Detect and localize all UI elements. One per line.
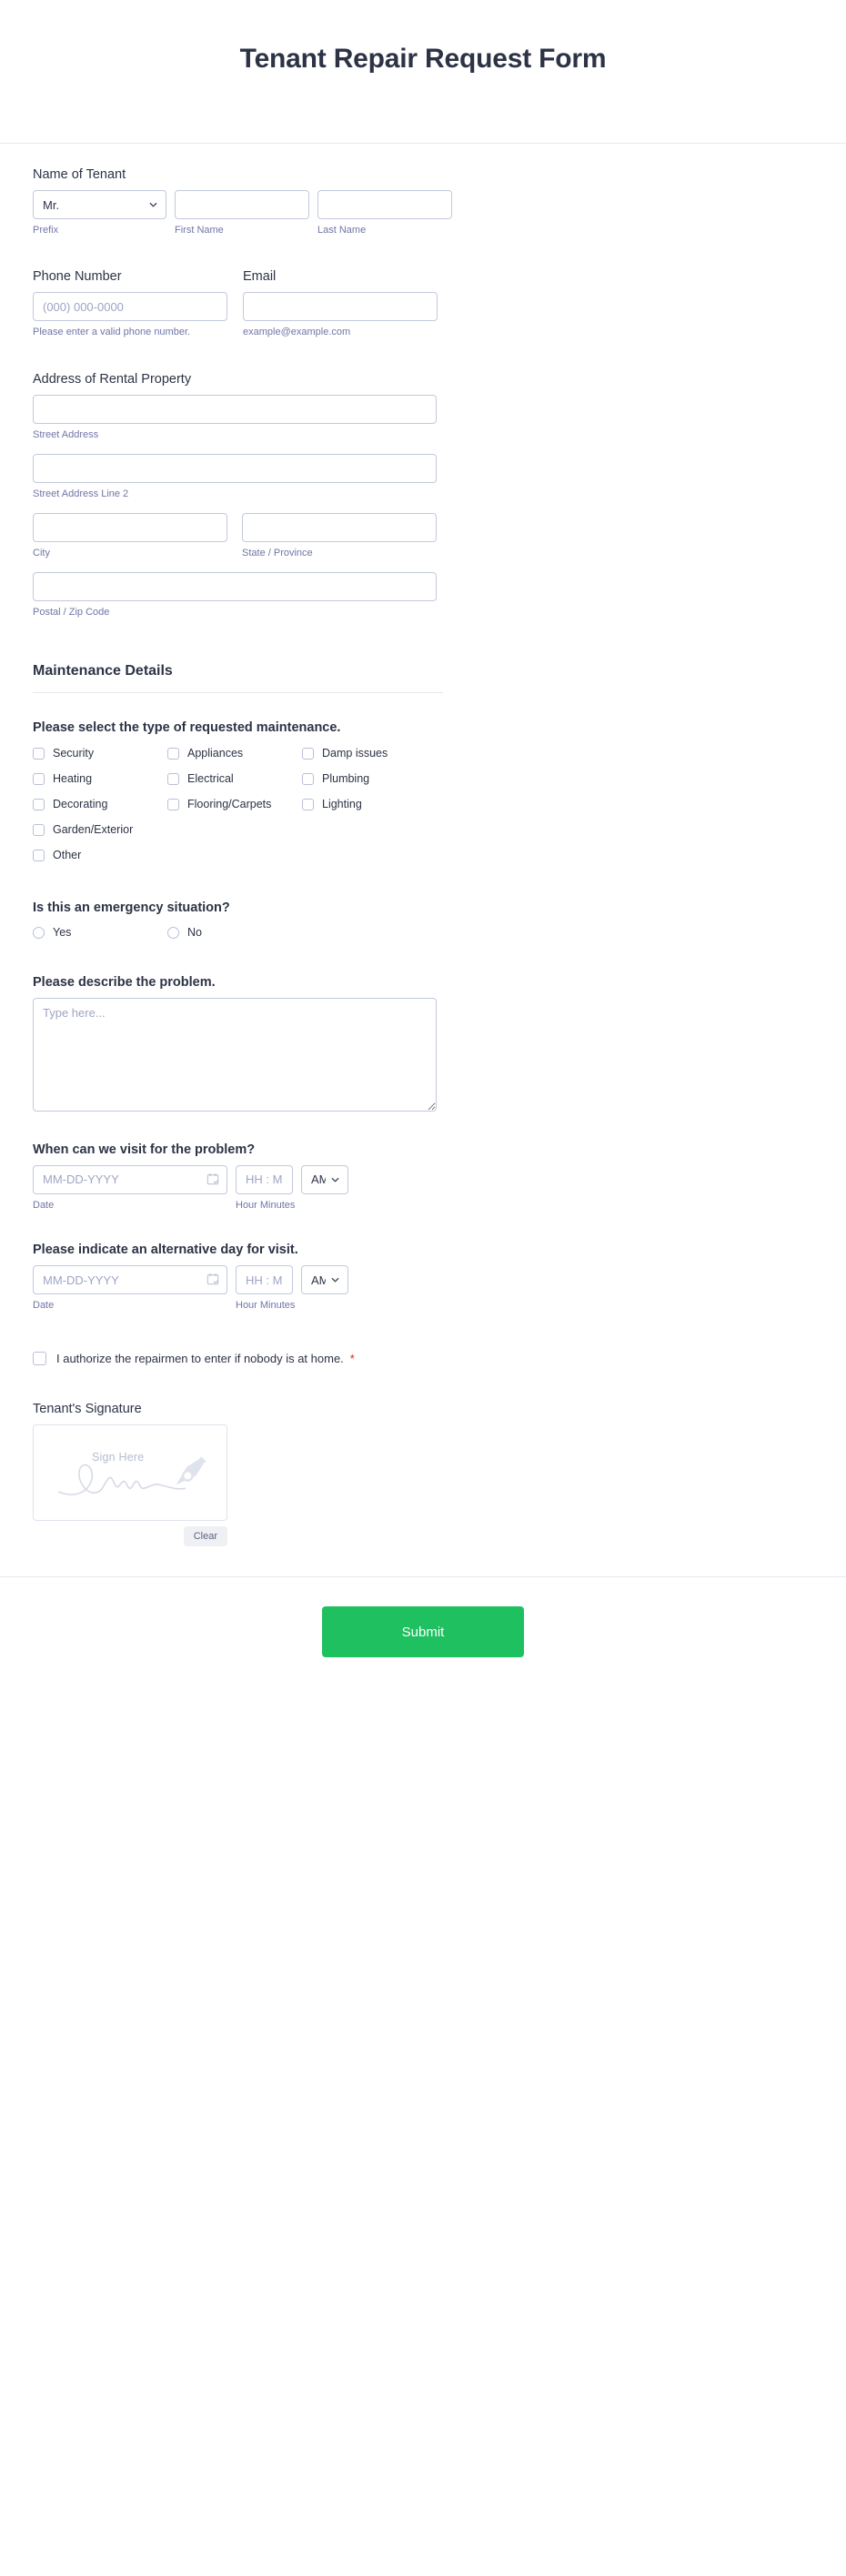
checkbox-option-electrical[interactable] xyxy=(167,770,302,789)
radio-label: No xyxy=(187,926,202,940)
checkbox-label: Garden/Exterior xyxy=(53,823,134,837)
name-of-tenant-label: Name of Tenant xyxy=(33,167,126,182)
prefix-select-wrap xyxy=(33,190,166,219)
last-name-column xyxy=(317,190,452,236)
alt-visit-datetime-sub-labels xyxy=(33,1294,813,1312)
street-address-sub-label: Street Address xyxy=(33,428,99,440)
visit-datetime-label: When can we visit for the problem? xyxy=(33,1142,256,1157)
checkbox-label: Lighting xyxy=(322,798,362,811)
state-column xyxy=(242,513,437,559)
checkbox-label: Damp issues xyxy=(322,747,388,760)
form-body xyxy=(0,144,846,1546)
alt-visit-time-sub-label: Hour Minutes xyxy=(236,1300,296,1312)
describe-problem-field xyxy=(33,942,813,1112)
checkbox-box[interactable] xyxy=(33,773,45,785)
checkbox-box[interactable] xyxy=(167,773,179,785)
maintenance-types-field xyxy=(33,693,813,871)
submit-wrap xyxy=(0,1577,846,1657)
street-address-2-column xyxy=(33,454,437,500)
email-sub-label: example@example.com xyxy=(243,327,351,338)
checkbox-label: Other xyxy=(53,849,82,862)
describe-problem-label: Please describe the problem. xyxy=(33,974,216,990)
checkbox-label: Plumbing xyxy=(322,772,370,786)
radio-option-yes[interactable] xyxy=(33,923,167,942)
checkbox-option-security[interactable] xyxy=(33,744,167,763)
visit-time-sub-label: Hour Minutes xyxy=(236,1199,296,1211)
contact-field xyxy=(33,236,813,338)
maintenance-section-title: Maintenance Details xyxy=(33,662,173,679)
describe-problem-textarea[interactable] xyxy=(33,998,437,1112)
checkbox-box[interactable] xyxy=(302,748,314,760)
visit-date-sub-label: Date xyxy=(33,1199,55,1211)
state-province-sub-label: State / Province xyxy=(242,548,313,559)
alt-visit-ampm-select[interactable] xyxy=(301,1265,348,1294)
maintenance-types-label: Please select the type of requested maintenance. xyxy=(33,719,341,735)
email-input[interactable] xyxy=(243,292,438,321)
checkbox-option-damp-issues[interactable] xyxy=(302,744,437,763)
alt-visit-ampm-wrap xyxy=(301,1265,348,1294)
city-column xyxy=(33,513,227,559)
radio-circle[interactable] xyxy=(167,927,179,939)
checkbox-box[interactable] xyxy=(167,748,179,760)
visit-datetime-field xyxy=(33,1112,813,1212)
authorization-row[interactable] xyxy=(33,1352,813,1365)
checkbox-option-plumbing[interactable] xyxy=(302,770,437,789)
maintenance-section-header xyxy=(33,619,813,693)
visit-time-wrap xyxy=(236,1165,293,1194)
page-title: Tenant Repair Request Form xyxy=(239,43,607,74)
emergency-field xyxy=(33,871,813,942)
address-field xyxy=(33,339,813,619)
signature-pad[interactable] xyxy=(33,1424,227,1521)
required-marker: * xyxy=(349,1352,355,1366)
name-row xyxy=(33,190,813,236)
phone-label: Phone Number xyxy=(33,269,122,285)
alt-visit-date-input[interactable] xyxy=(33,1265,227,1294)
prefix-column xyxy=(33,190,166,236)
email-column xyxy=(243,269,438,338)
first-name-input[interactable] xyxy=(175,190,309,219)
prefix-sub-label: Prefix xyxy=(33,225,59,236)
prefix-select[interactable] xyxy=(33,190,166,219)
city-sub-label: City xyxy=(33,548,50,559)
name-of-tenant-field xyxy=(33,144,813,236)
last-name-input[interactable] xyxy=(317,190,452,219)
city-state-row xyxy=(33,513,813,559)
authorization-checkbox[interactable] xyxy=(33,1352,46,1365)
checkbox-box[interactable] xyxy=(33,799,45,810)
street-address-column xyxy=(33,395,437,441)
checkbox-box[interactable] xyxy=(33,748,45,760)
form-header xyxy=(0,0,846,144)
first-name-column xyxy=(175,190,309,236)
checkbox-label: Decorating xyxy=(53,798,108,811)
signature-field xyxy=(33,1365,813,1546)
postal-code-input[interactable] xyxy=(33,572,437,601)
checkbox-label: Security xyxy=(53,747,95,760)
visit-date-input[interactable] xyxy=(33,1165,227,1194)
street-address-input[interactable] xyxy=(33,395,437,424)
emergency-radio-group xyxy=(33,923,813,942)
clear-signature-button[interactable]: Clear xyxy=(184,1526,227,1546)
address-label: Address of Rental Property xyxy=(33,371,192,387)
visit-ampm-select[interactable] xyxy=(301,1165,348,1194)
visit-date-wrap xyxy=(33,1165,227,1194)
checkbox-label: Heating xyxy=(53,772,93,786)
signature-placeholder: Sign Here xyxy=(92,1451,145,1464)
signature-clear-row xyxy=(33,1526,227,1546)
checkbox-option-garden-exterior[interactable] xyxy=(33,820,167,840)
visit-time-input[interactable] xyxy=(236,1165,293,1194)
checkbox-option-flooring-carpets[interactable] xyxy=(167,795,302,814)
maintenance-types-column-2 xyxy=(167,744,302,871)
first-name-sub-label: First Name xyxy=(175,225,224,236)
pen-nib-icon xyxy=(176,1458,206,1485)
alt-visit-date-sub-label: Date xyxy=(33,1300,55,1312)
city-input[interactable] xyxy=(33,513,227,542)
last-name-sub-label: Last Name xyxy=(317,225,367,236)
signature-wrap xyxy=(33,1424,813,1546)
postal-code-sub-label: Postal / Zip Code xyxy=(33,607,110,619)
submit-button[interactable]: Submit xyxy=(322,1606,524,1657)
checkbox-option-lighting[interactable] xyxy=(302,795,437,814)
checkbox-label: Electrical xyxy=(187,772,234,786)
authorization-field xyxy=(33,1312,813,1365)
street-address-2-sub-label: Street Address Line 2 xyxy=(33,488,129,499)
radio-option-no[interactable] xyxy=(167,923,302,942)
authorization-label: I authorize the repairmen to enter if nobody is at home. xyxy=(56,1352,344,1366)
signature-label: Tenant's Signature xyxy=(33,1402,142,1417)
phone-sub-label: Please enter a valid phone number. xyxy=(33,327,191,338)
maintenance-types-grid xyxy=(33,744,451,871)
radio-label: Yes xyxy=(53,926,72,940)
street-address-2-input[interactable] xyxy=(33,454,437,483)
phone-input[interactable] xyxy=(33,292,227,321)
alt-visit-datetime-label: Please indicate an alternative day for visit. xyxy=(33,1243,298,1258)
checkbox-option-heating[interactable] xyxy=(33,770,167,789)
emergency-label: Is this an emergency situation? xyxy=(33,900,230,915)
checkbox-box[interactable] xyxy=(302,799,314,810)
checkbox-box[interactable] xyxy=(33,824,45,836)
checkbox-box[interactable] xyxy=(167,799,179,810)
checkbox-box[interactable] xyxy=(302,773,314,785)
maintenance-types-column-3 xyxy=(302,744,437,871)
email-label: Email xyxy=(243,269,277,285)
visit-ampm-wrap xyxy=(301,1165,348,1194)
visit-datetime-sub-labels xyxy=(33,1194,813,1212)
alt-visit-datetime-field xyxy=(33,1212,813,1312)
alt-visit-datetime-row xyxy=(33,1265,813,1294)
phone-column xyxy=(33,269,227,338)
signature-scribble-icon xyxy=(34,1425,227,1521)
checkbox-label: Appliances xyxy=(187,747,244,760)
state-province-input[interactable] xyxy=(242,513,437,542)
radio-circle[interactable] xyxy=(33,927,45,939)
checkbox-option-appliances[interactable] xyxy=(167,744,302,763)
contact-row xyxy=(33,269,813,338)
checkbox-label: Flooring/Carpets xyxy=(187,798,272,811)
checkbox-option-other[interactable] xyxy=(33,846,167,865)
alt-visit-time-wrap xyxy=(236,1265,293,1294)
alt-visit-date-wrap xyxy=(33,1265,227,1294)
alt-visit-time-input[interactable] xyxy=(236,1265,293,1294)
checkbox-option-decorating[interactable] xyxy=(33,795,167,814)
visit-datetime-row xyxy=(33,1165,813,1194)
maintenance-types-column-1 xyxy=(33,744,167,871)
checkbox-box[interactable] xyxy=(33,850,45,861)
postal-column xyxy=(33,572,437,619)
